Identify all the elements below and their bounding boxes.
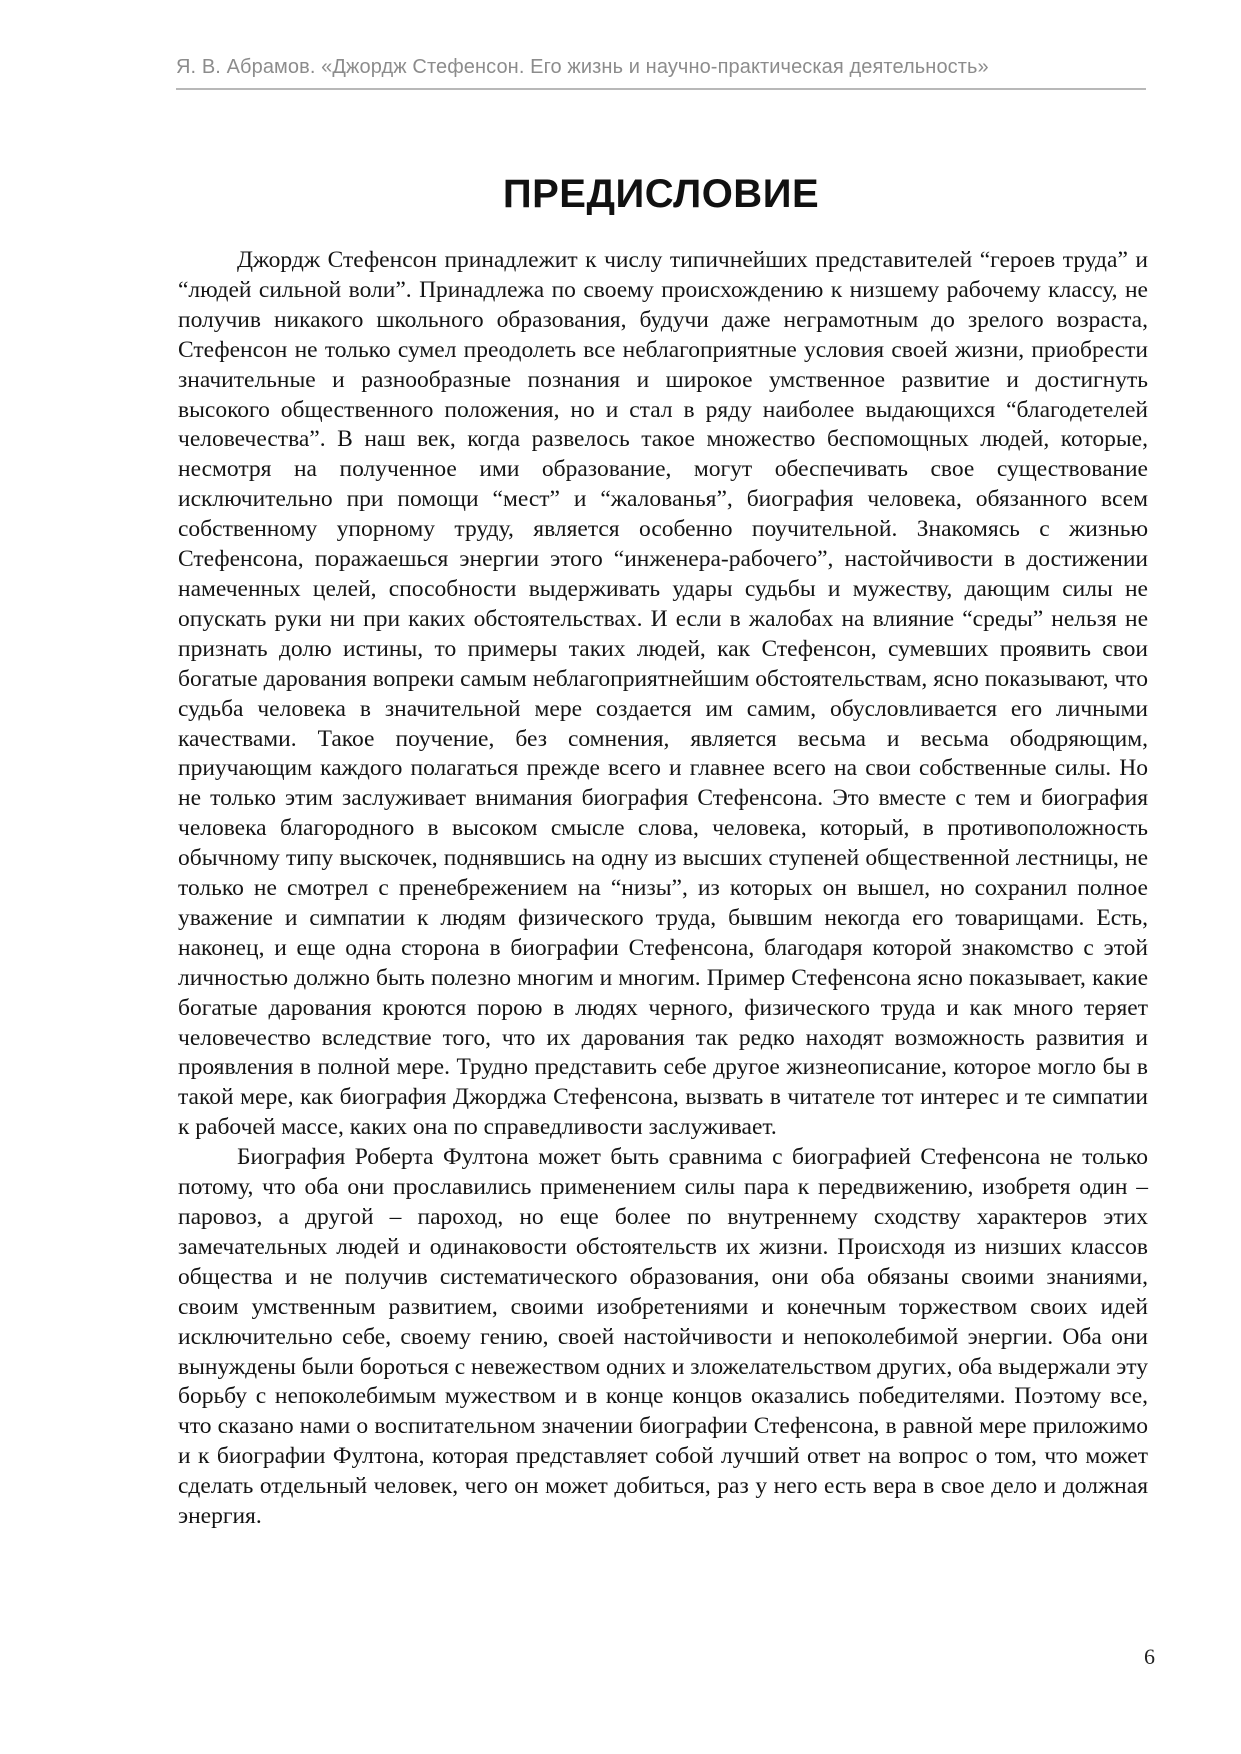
header-divider [176, 88, 1146, 90]
page-title: ПРЕДИСЛОВИЕ [502, 172, 820, 216]
paragraph-1: Джордж Стефенсон принадлежит к числу типичнейших представителей “героев труда” и “людей сильной воли”. Принадлежа по своему происхождению к низшему рабочему классу, не получив никакого школьного образования, будучи даже неграмотным до зрелого возраста, Стефенсон не только сумел преодолеть все неблагоприятные условия своей жизни, приобрести значительные и разнообразные познания и широкое умственное развитие и достигнуть высокого общественного положения, но и стал в ряду наиболее выдающихся “благодетелей человечества”. В наш век, когда развелось такое множество беспомощных людей, которые, несмотря на полученное ими образование, могут обеспечивать свое существование исключительно при помощи “мест” и “жалованья”, биография человека, обязанного всем собственному упорному труду, является особенно поучительной. Знакомясь с жизнью Стефенсона, поражаешься энергии этого “инженера-рабочего”, настойчивости в достижении намеченных целей, способности выдерживать удары судьбы и мужеству, дающим силы не опускать руки ни при каких обстоятельствах. И если в жалобах на влияние “среды” нельзя не признать долю истины, то примеры таких людей, как Стефенсон, сумевших проявить свои богатые дарования вопреки самым неблагоприятнейшим обстоятельствам, ясно показывают, что судьба человека в значительной мере создается им самим, обусловливается его личными качествами. Такое поучение, без сомнения, является весьма и весьма ободряющим, приучающим каждого полагаться прежде всего и главнее всего на свои собственные силы. Но не только этим заслуживает внимания биография Стефенсона. Это вместе с тем и биография человека благородного в высоком смысле слова, человека, который, в противоположность обычному типу выскочек, поднявшись на одну из высших ступеней общественной лестницы, не только не смотрел с пренебрежением на “низы”, из которых он вышел, но сохранил полное уважение и симпатии к людям физического труда, бывшим некогда его товарищами. Есть, наконец, и еще одна сторона в биографии Стефенсона, благодаря которой знакомство с этой личностью должно быть полезно многим и многим. Пример Стефенсона ясно показывает, какие богатые дарования кроются порою в людях черного, физического труда и как много теряет человечество вследствие того, что их дарования так редко находят возможность развития и проявления в полной мере. Трудно представить себе другое жизнеописание, которое могло бы в такой мере, как биография Джорджа Стефенсона, вызвать в читателе тот интерес и те симпатии к рабочей массе, каких она по справедливости заслуживает. [178, 247, 1148, 1141]
document-body [178, 246, 1148, 1532]
running-header: Я. В. Абрамов. «Джордж Стефенсон. Его жизнь и научно-практическая деятельность» [176, 56, 989, 78]
page-number: 6 [1144, 1644, 1155, 1669]
paragraph-2: Биография Роберта Фултона может быть сравнима с биографией Стефенсона не только потому, что оба они прославились применением силы пара к передвижению, изобретя один – паровоз, а другой – пароход, но еще более по внутреннему сходству характеров этих замечательных людей и одинаковости обстоятельств их жизни. Происходя из низших классов общества и не получив систематического образования, они оба обязаны своими знаниями, своим умственным развитием, своими изобретениями и конечным торжеством своих идей исключительно себе, своему гению, своей настойчивости и непоколебимой энергии. Оба они вынуждены были бороться с невежеством одних и зложелательством других, оба выдержали эту борьбу с непоколебимым мужеством и в конце концов оказались победителями. Поэтому все, что сказано нами о воспитательном значении биографии Стефенсона, в равной мере приложимо и к биографии Фултона, которая представляет собой лучший ответ на вопрос о том, что может сделать отдельный человек, чего он может добиться, раз у него есть вера в свое дело и должная энергия. [178, 1144, 1148, 1530]
